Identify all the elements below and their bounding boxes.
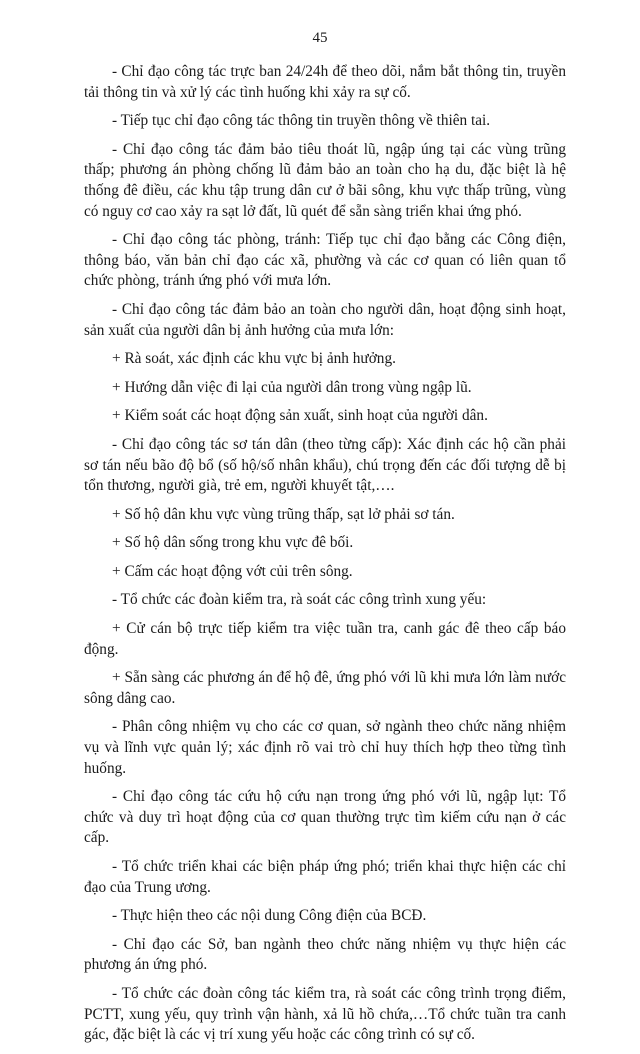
- paragraph: - Chỉ đạo công tác đảm bảo an toàn cho người dân, hoạt động sinh hoạt, sản xuất của người dân bị ảnh hưởng của mưa lớn:: [84, 300, 566, 339]
- paragraph: - Chỉ đạo công tác đảm bảo tiêu thoát lũ, ngập úng tại các vùng trũng thấp; phương án phòng chống lũ đảm bảo an toàn cho hạ du, đặc biệt là hệ thống đê điều, các khu tập trung dân cư ở bãi sông, khu vực thấp trũng, vùng có nguy cơ cao xảy ra sạt lở đất, lũ quét để sẵn sàng triển khai ứng phó.: [84, 140, 566, 220]
- list-item: + Sẵn sàng các phương án để hộ đê, ứng phó với lũ khi mưa lớn làm nước sông dâng cao.: [84, 669, 566, 707]
- paragraph: - Chỉ đạo công tác sơ tán dân (theo từng cấp): Xác định các hộ cần phải sơ tán nếu bão độ bổ (số hộ/số nhân khẩu), chú trọng đến các đối tượng dễ bị tổn thương, người già, trẻ em, người khuyết tật,….: [84, 435, 566, 495]
- paragraph: - Chỉ đạo các Sở, ban ngành theo chức năng nhiệm vụ thực hiện các phương án ứng phó.: [84, 935, 566, 974]
- paragraph: - Chỉ đạo công tác phòng, tránh: Tiếp tục chỉ đạo bằng các Công điện, thông báo, văn bản chỉ đạo các xã, phường và các cơ quan có liên quan tổ chức phòng, tránh ứng phó với mưa lớn.: [84, 231, 566, 290]
- list-item: + Kiểm soát các hoạt động sản xuất, sinh hoạt của người dân.: [112, 407, 488, 425]
- list-item: + Cấm các hoạt động vớt củi trên sông.: [112, 562, 353, 580]
- list-item: + Hướng dẫn việc đi lại của người dân trong vùng ngập lũ.: [112, 378, 472, 396]
- paragraph: - Tổ chức triển khai các biện pháp ứng phó; triển khai thực hiện các chỉ đạo của Trung ương.: [84, 858, 566, 896]
- paragraph: - Tổ chức các đoàn kiểm tra, rà soát các công trình xung yếu:: [112, 591, 487, 609]
- paragraph: - Tiếp tục chỉ đạo công tác thông tin truyền thông về thiên tai.: [112, 112, 491, 130]
- list-item: + Số hộ dân khu vực vùng trũng thấp, sạt lở phải sơ tán.: [112, 505, 455, 523]
- paragraph: - Tổ chức các đoàn công tác kiểm tra, rà soát các công trình trọng điểm, PCTT, xung yếu, quy trình vận hành, xả lũ hồ chứa,…Tổ chức tuần tra canh gác, đặc biệt là các vị trí xung yếu hoặc các công trình có sự cố.: [84, 984, 566, 1044]
- list-item: + Số hộ dân sống trong khu vực đê bối.: [112, 534, 354, 552]
- paragraph: - Thực hiện theo các nội dung Công điện của BCĐ.: [112, 907, 427, 925]
- paragraph: - Chỉ đạo công tác trực ban 24/24h để theo dõi, nắm bắt thông tin, truyền tải thông tin và xử lý các tình huống khi xảy ra sự cố.: [84, 63, 566, 101]
- document-body: [84, 62, 566, 1054]
- paragraph: - Phân công nhiệm vụ cho các cơ quan, sở ngành theo chức năng nhiệm vụ và lĩnh vực quản lý; xác định rõ vai trò chỉ huy thích hợp theo từng tình huống.: [84, 718, 566, 777]
- list-item: + Rà soát, xác định các khu vực bị ảnh hưởng.: [112, 350, 396, 368]
- page-number: 45: [312, 30, 328, 46]
- list-item: + Cử cán bộ trực tiếp kiểm tra việc tuần tra, canh gác đê theo cấp báo động.: [84, 620, 566, 658]
- paragraph: - Chỉ đạo công tác cứu hộ cứu nạn trong ứng phó với lũ, ngập lụt: Tổ chức và duy trì hoạt động của cơ quan thường trực tìm kiếm cứu nạn ở các cấp.: [84, 788, 566, 847]
